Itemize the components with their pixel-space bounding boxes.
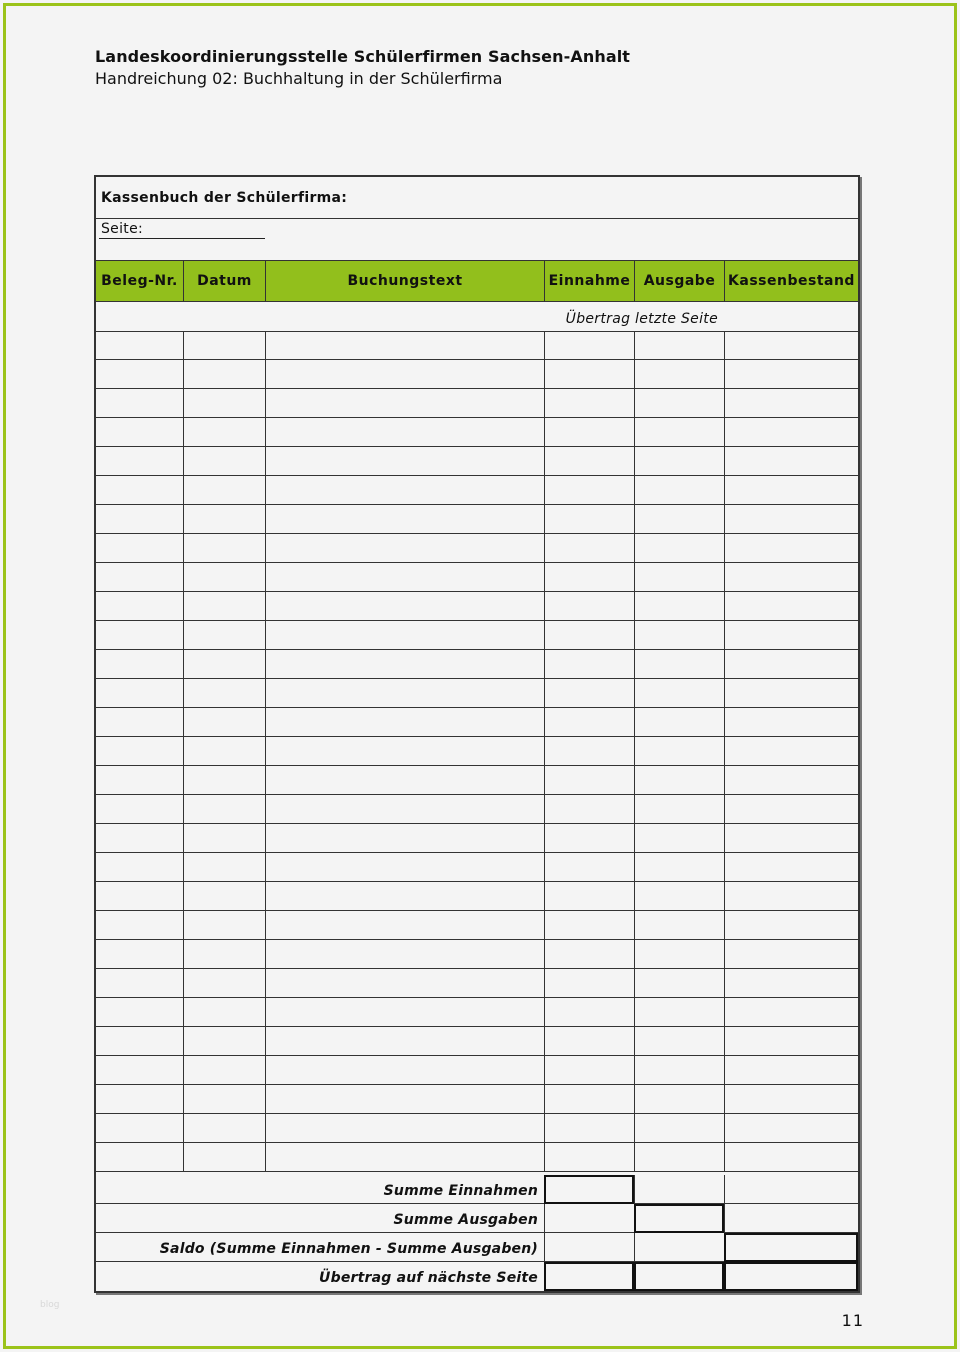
table-cell[interactable]	[183, 737, 265, 765]
table-cell[interactable]	[724, 708, 858, 736]
col-buchungstext: Buchungstext	[265, 261, 544, 301]
table-cell[interactable]	[544, 331, 634, 359]
col-kassenbestand: Kassenbestand	[724, 261, 858, 301]
table-cell[interactable]	[544, 563, 634, 591]
table-cell[interactable]	[265, 476, 544, 504]
table-cell[interactable]	[96, 650, 183, 678]
table-cell[interactable]	[634, 1027, 724, 1055]
table-cell[interactable]	[96, 505, 183, 533]
table-cell[interactable]	[724, 592, 858, 620]
table-row	[96, 1056, 858, 1085]
col-datum: Datum	[183, 261, 265, 301]
summary-row	[96, 1262, 858, 1291]
cashbook-table	[94, 175, 860, 1293]
table-cell[interactable]	[265, 795, 544, 823]
table-cell[interactable]	[183, 679, 265, 707]
table-cell[interactable]	[183, 650, 265, 678]
table-row	[96, 940, 858, 969]
page-number: 11	[841, 1311, 864, 1330]
table-cell[interactable]	[634, 389, 724, 417]
table-cell[interactable]	[183, 505, 265, 533]
table-cell[interactable]	[634, 882, 724, 910]
table-cell[interactable]	[634, 737, 724, 765]
table-row	[96, 1085, 858, 1114]
table-cell[interactable]	[724, 650, 858, 678]
table-cell[interactable]	[544, 911, 634, 939]
table-cell[interactable]	[183, 708, 265, 736]
table-cell[interactable]	[96, 940, 183, 968]
table-row	[96, 737, 858, 766]
table-cell[interactable]	[183, 1085, 265, 1113]
table-cell[interactable]	[634, 331, 724, 359]
table-cell[interactable]	[96, 1027, 183, 1055]
table-row	[96, 1143, 858, 1172]
table-cell[interactable]	[544, 940, 634, 968]
table-cell[interactable]	[96, 969, 183, 997]
table-cell[interactable]	[544, 1143, 634, 1171]
table-cell[interactable]	[724, 389, 858, 417]
table-cell[interactable]	[265, 882, 544, 910]
summary-value-cell[interactable]	[724, 1262, 858, 1291]
cashbook-title: Kassenbuch der Schülerfirma:	[101, 190, 348, 206]
table-cell[interactable]	[96, 563, 183, 591]
table-row	[96, 969, 858, 998]
table-cell[interactable]	[544, 679, 634, 707]
table-cell[interactable]	[183, 418, 265, 446]
table-row	[96, 679, 858, 708]
table-cell[interactable]	[183, 1056, 265, 1084]
table-cell[interactable]	[634, 418, 724, 446]
table-cell[interactable]	[724, 998, 858, 1026]
table-cell[interactable]	[265, 563, 544, 591]
table-cell[interactable]	[265, 418, 544, 446]
carry-in-label: Übertrag letzte Seite	[565, 311, 718, 327]
table-row	[96, 708, 858, 737]
table-cell[interactable]	[265, 1085, 544, 1113]
table-cell[interactable]	[634, 1114, 724, 1142]
table-cell[interactable]	[724, 1114, 858, 1142]
table-cell[interactable]	[544, 853, 634, 881]
cashbook-title-row	[96, 177, 858, 219]
table-cell[interactable]	[724, 766, 858, 794]
table-row	[96, 505, 858, 534]
table-row	[96, 447, 858, 476]
table-cell[interactable]	[544, 998, 634, 1026]
table-cell[interactable]	[96, 853, 183, 881]
table-cell[interactable]	[96, 737, 183, 765]
table-cell[interactable]	[183, 534, 265, 562]
table-cell[interactable]	[634, 940, 724, 968]
table-cell[interactable]	[265, 650, 544, 678]
table-cell[interactable]	[724, 795, 858, 823]
table-row	[96, 389, 858, 418]
table-cell[interactable]	[96, 360, 183, 388]
table-cell[interactable]	[544, 505, 634, 533]
table-cell[interactable]	[96, 621, 183, 649]
summary-value-cell[interactable]	[634, 1262, 724, 1291]
table-cell[interactable]	[265, 1027, 544, 1055]
table-cell[interactable]	[634, 505, 724, 533]
summary-value-cell[interactable]	[634, 1233, 724, 1262]
table-row	[96, 331, 858, 360]
table-cell[interactable]	[183, 1114, 265, 1142]
table-cell[interactable]	[724, 853, 858, 881]
table-row	[96, 795, 858, 824]
table-cell[interactable]	[183, 940, 265, 968]
column-header-row	[96, 260, 858, 302]
table-cell[interactable]	[96, 882, 183, 910]
table-cell[interactable]	[183, 766, 265, 794]
table-cell[interactable]	[183, 621, 265, 649]
table-cell[interactable]	[724, 563, 858, 591]
table-row	[96, 1114, 858, 1143]
table-cell[interactable]	[265, 360, 544, 388]
summary-value-cell[interactable]	[544, 1175, 634, 1204]
table-row	[96, 418, 858, 447]
table-cell[interactable]	[634, 447, 724, 475]
table-cell[interactable]	[544, 418, 634, 446]
table-cell[interactable]	[634, 476, 724, 504]
table-cell[interactable]	[634, 795, 724, 823]
table-cell[interactable]	[724, 505, 858, 533]
organization-title: Landeskoordinierungsstelle Schülerfirmen Sachsen-Anhalt	[95, 47, 631, 66]
summary-row	[96, 1233, 858, 1262]
table-cell[interactable]	[544, 447, 634, 475]
table-cell[interactable]	[724, 882, 858, 910]
table-row	[96, 1027, 858, 1056]
table-cell[interactable]	[96, 447, 183, 475]
table-row	[96, 360, 858, 389]
table-cell[interactable]	[183, 795, 265, 823]
summary-value-cell[interactable]	[544, 1262, 634, 1291]
table-cell[interactable]	[634, 621, 724, 649]
page-label: Seite:	[101, 221, 144, 237]
table-row	[96, 621, 858, 650]
table-cell[interactable]	[634, 650, 724, 678]
table-cell[interactable]	[265, 940, 544, 968]
table-cell[interactable]	[544, 650, 634, 678]
table-row	[96, 534, 858, 563]
col-einnahme: Einnahme	[544, 261, 634, 301]
table-cell[interactable]	[183, 563, 265, 591]
table-cell[interactable]	[544, 882, 634, 910]
table-cell[interactable]	[96, 418, 183, 446]
table-cell[interactable]	[544, 737, 634, 765]
table-cell[interactable]	[544, 824, 634, 852]
summary-value-cell[interactable]	[634, 1204, 724, 1233]
table-cell[interactable]	[724, 331, 858, 359]
carry-in-row	[96, 302, 858, 332]
handout-subtitle: Handreichung 02: Buchhaltung in der Schülerfirma	[95, 69, 503, 88]
table-cell[interactable]	[544, 1085, 634, 1113]
table-cell[interactable]	[183, 853, 265, 881]
table-cell[interactable]	[265, 1114, 544, 1142]
document-header	[95, 46, 630, 90]
table-cell[interactable]	[544, 592, 634, 620]
table-cell[interactable]	[544, 1027, 634, 1055]
table-cell[interactable]	[265, 911, 544, 939]
table-cell[interactable]	[96, 998, 183, 1026]
summary-value-cell[interactable]	[544, 1204, 634, 1233]
table-row	[96, 998, 858, 1027]
table-cell[interactable]	[634, 1085, 724, 1113]
table-cell[interactable]	[183, 476, 265, 504]
table-cell[interactable]	[724, 476, 858, 504]
table-cell[interactable]	[183, 882, 265, 910]
table-cell[interactable]	[265, 708, 544, 736]
col-ausgabe: Ausgabe	[634, 261, 724, 301]
table-cell[interactable]	[724, 824, 858, 852]
table-cell[interactable]	[634, 679, 724, 707]
summary-label: Übertrag auf nächste Seite	[319, 1270, 538, 1286]
table-cell[interactable]	[265, 534, 544, 562]
table-cell[interactable]	[183, 824, 265, 852]
table-cell[interactable]	[724, 737, 858, 765]
table-cell[interactable]	[724, 447, 858, 475]
table-row	[96, 911, 858, 940]
table-cell[interactable]	[265, 737, 544, 765]
table-cell[interactable]	[544, 476, 634, 504]
table-cell[interactable]	[96, 389, 183, 417]
summary-value-cell[interactable]	[724, 1204, 858, 1233]
table-cell[interactable]	[265, 853, 544, 881]
table-row	[96, 766, 858, 795]
table-cell[interactable]	[724, 1056, 858, 1084]
page-input-line[interactable]	[99, 238, 265, 239]
table-row	[96, 592, 858, 621]
summary-row	[96, 1175, 858, 1204]
table-cell[interactable]	[544, 1114, 634, 1142]
summary-rows	[96, 1175, 858, 1291]
table-cell[interactable]	[265, 1056, 544, 1084]
table-cell[interactable]	[265, 679, 544, 707]
table-cell[interactable]	[724, 1027, 858, 1055]
table-cell[interactable]	[724, 1085, 858, 1113]
table-cell[interactable]	[183, 331, 265, 359]
table-cell[interactable]	[634, 998, 724, 1026]
table-cell[interactable]	[634, 708, 724, 736]
table-cell[interactable]	[724, 1143, 858, 1171]
table-cell[interactable]	[265, 1143, 544, 1171]
table-cell[interactable]	[724, 418, 858, 446]
table-row	[96, 882, 858, 911]
summary-row	[96, 1204, 858, 1233]
table-cell[interactable]	[96, 534, 183, 562]
table-cell[interactable]	[724, 679, 858, 707]
table-cell[interactable]	[544, 766, 634, 794]
table-cell[interactable]	[183, 1143, 265, 1171]
table-cell[interactable]	[634, 911, 724, 939]
table-cell[interactable]	[183, 1027, 265, 1055]
table-cell[interactable]	[724, 969, 858, 997]
table-cell[interactable]	[544, 621, 634, 649]
table-cell[interactable]	[634, 534, 724, 562]
table-cell[interactable]	[634, 1143, 724, 1171]
table-cell[interactable]	[183, 447, 265, 475]
col-beleg-nr: Beleg-Nr.	[101, 273, 178, 289]
table-cell[interactable]	[634, 360, 724, 388]
table-cell[interactable]	[634, 563, 724, 591]
table-cell[interactable]	[265, 447, 544, 475]
table-cell[interactable]	[544, 708, 634, 736]
summary-label: Summe Einnahmen	[383, 1183, 538, 1199]
table-cell[interactable]	[96, 1056, 183, 1084]
table-cell[interactable]	[544, 795, 634, 823]
table-cell[interactable]	[183, 389, 265, 417]
summary-value-cell[interactable]	[724, 1233, 858, 1262]
summary-label: Summe Ausgaben	[393, 1212, 538, 1228]
table-cell[interactable]	[544, 969, 634, 997]
table-cell[interactable]	[183, 969, 265, 997]
table-cell[interactable]	[96, 476, 183, 504]
table-cell[interactable]	[96, 679, 183, 707]
table-cell[interactable]	[265, 331, 544, 359]
table-cell[interactable]	[544, 1056, 634, 1084]
summary-value-cell[interactable]	[544, 1233, 634, 1262]
table-row	[96, 563, 858, 592]
table-row	[96, 650, 858, 679]
table-cell[interactable]	[265, 592, 544, 620]
table-cell[interactable]	[265, 621, 544, 649]
table-cell[interactable]	[634, 824, 724, 852]
table-cell[interactable]	[634, 969, 724, 997]
summary-value-cell[interactable]	[724, 1175, 858, 1204]
summary-label: Saldo (Summe Einnahmen - Summe Ausgaben)	[159, 1241, 538, 1257]
page-field-row	[96, 218, 858, 260]
table-cell[interactable]	[96, 911, 183, 939]
summary-value-cell[interactable]	[634, 1175, 724, 1204]
table-cell[interactable]	[96, 708, 183, 736]
table-cell[interactable]	[265, 998, 544, 1026]
table-cell[interactable]	[96, 795, 183, 823]
table-cell[interactable]	[724, 940, 858, 968]
entry-rows	[96, 331, 858, 1172]
table-cell[interactable]	[265, 766, 544, 794]
table-cell[interactable]	[96, 1114, 183, 1142]
table-cell[interactable]	[265, 389, 544, 417]
table-cell[interactable]	[634, 853, 724, 881]
table-cell[interactable]	[265, 969, 544, 997]
table-row	[96, 824, 858, 853]
table-cell[interactable]	[183, 592, 265, 620]
table-cell[interactable]	[634, 1056, 724, 1084]
table-row	[96, 476, 858, 505]
table-cell[interactable]	[183, 911, 265, 939]
table-cell[interactable]	[96, 766, 183, 794]
table-cell[interactable]	[544, 389, 634, 417]
table-cell[interactable]	[634, 592, 724, 620]
table-cell[interactable]	[634, 766, 724, 794]
table-cell[interactable]	[96, 1085, 183, 1113]
table-cell[interactable]	[724, 911, 858, 939]
table-row	[96, 853, 858, 882]
table-cell[interactable]	[183, 360, 265, 388]
table-cell[interactable]	[724, 360, 858, 388]
table-cell[interactable]	[96, 824, 183, 852]
table-cell[interactable]	[724, 621, 858, 649]
watermark: blog	[40, 1300, 60, 1310]
table-cell[interactable]	[265, 505, 544, 533]
table-cell[interactable]	[96, 592, 183, 620]
table-cell[interactable]	[183, 998, 265, 1026]
table-cell[interactable]	[96, 331, 183, 359]
table-cell[interactable]	[96, 1143, 183, 1171]
table-cell[interactable]	[724, 534, 858, 562]
table-cell[interactable]	[544, 534, 634, 562]
table-cell[interactable]	[265, 824, 544, 852]
table-cell[interactable]	[544, 360, 634, 388]
